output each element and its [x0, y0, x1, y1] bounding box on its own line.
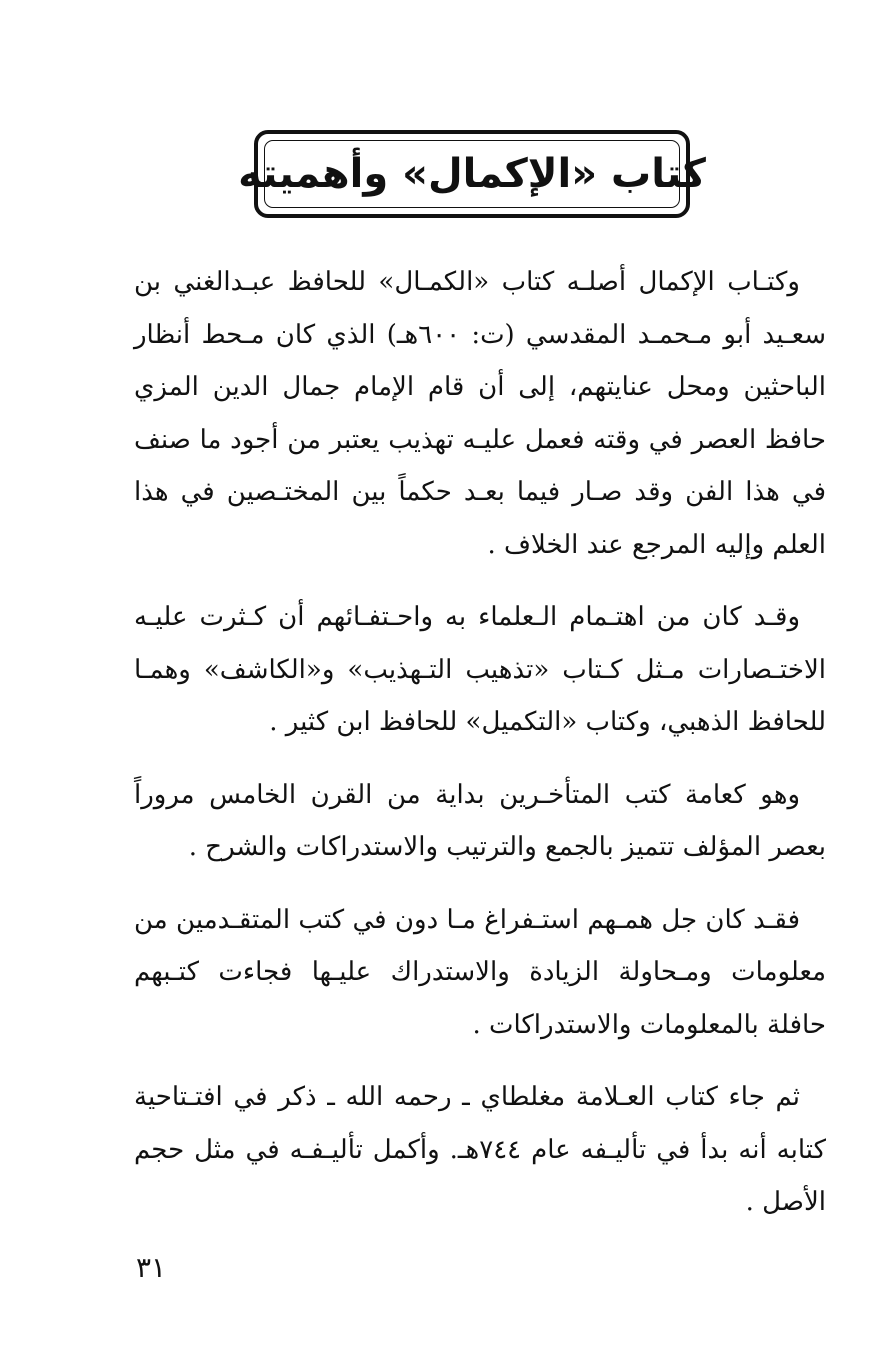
paragraph-1: وكتـاب الإكمال أصلـه كتاب «الكمـال» للحافظ عبـدالغني بن سعـيد أبو مـحمـد المقدسي (ت: ٦٠٠هـ) الذي كان مـحط أنظار الباحثين ومحل عنايتهم، إلى أن قام الإمام جمال الدين المزي حافظ العصر في وقته فعمل عليـه تهذيب يعتبر من أجود ما صنف في هذا الفن وقد صـار فيما بعـد حكماً بين المختـصين في هذا العلم وإليه المرجع عند الخلاف . — [134, 267, 826, 560]
paragraph-4: فقـد كان جل همـهم استـفراغ مـا دون في كتب المتقـدمين من معلومات ومـحاولة الزيادة والاستدراك عليـها فجاءت كتـبهم حافلة بالمعلومات والاستدراكات . — [134, 904, 826, 1040]
paragraph-5: ثم جاء كتاب العـلامة مغلطاي ـ رحمه الله ـ ذكر في افتـتاحية كتابه أنه بدأ في تأليـفه عام ٧٤٤هـ. وأكمل تأليـفـه في مثل حجم الأصل . — [134, 1082, 826, 1217]
paragraph-2: وقـد كان من اهتـمام الـعلماء به واحـتفـائهم أن كـثرت عليـه الاختـصارات مـثل كـتاب «تذهيب التـهذيب» و«الكاشف» وهمـا للحافظ الذهبي، وكتاب «التكميل» للحافظ ابن كثير . — [134, 602, 826, 737]
body-text — [134, 256, 826, 1249]
chapter-title: كتاب «الإكمال» وأهميته — [238, 151, 706, 197]
paragraph-3: وهو كعامة كتب المتأخـرين بداية من القرن الخامس مروراً بعصر المؤلف تتميز بالجمع والترتيب والاستدراكات والشرح . — [134, 779, 826, 862]
chapter-title-frame — [238, 130, 706, 218]
page-number: ٣١ — [136, 1251, 167, 1284]
